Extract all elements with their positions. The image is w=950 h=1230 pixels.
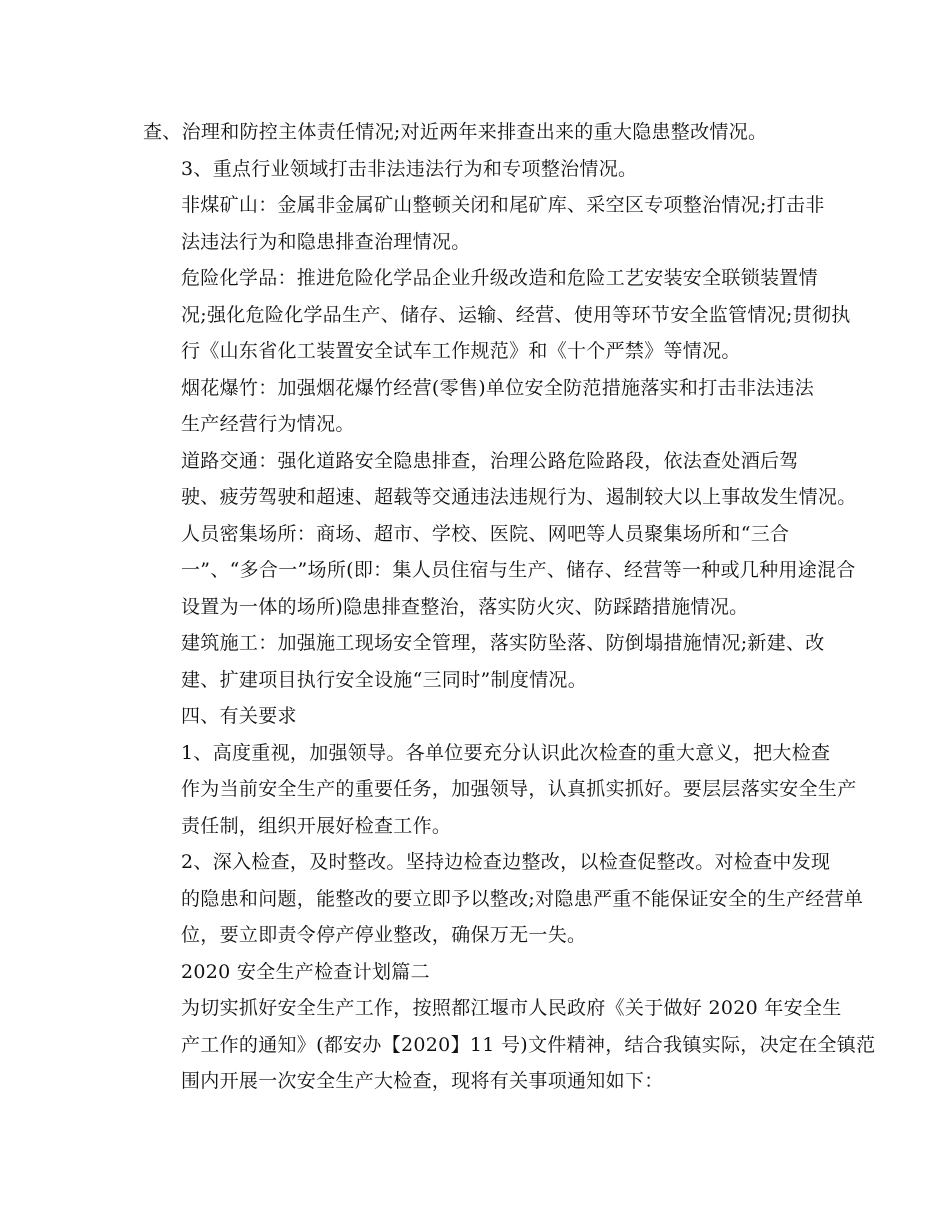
text-line: 法违法行为和隐患排查治理情况。 xyxy=(181,230,471,253)
paragraph-p13 xyxy=(143,990,876,1100)
paragraph-p09 xyxy=(143,698,807,735)
text-line: 四、有关要求 xyxy=(181,705,297,727)
paragraph-p02 xyxy=(143,151,807,188)
text-line: 责任制，组织开展好检查工作。 xyxy=(181,814,452,837)
text-line: 2、深入检查，及时整改。坚持边检查边整改，以检查促整改。对检查中发现 xyxy=(181,851,831,873)
paragraph-p03 xyxy=(143,187,825,260)
text-line: 建筑施工：加强施工现场安全管理，落实防坠落、防倒塌措施情况;新建、改 xyxy=(181,632,825,654)
text-line: 驶、疲劳驾驶和超速、超载等交通违法违规行为、遏制较大以上事故发生情况。 xyxy=(181,486,857,508)
paragraph-p10 xyxy=(143,735,857,845)
text-line: 行《山东省化工装置安全试车工作规范》和《十个严禁》等情况。 xyxy=(181,340,741,362)
text-line: 作为当前安全生产的重要任务，加强领导，认真抓实抓好。要层层落实安全生产 xyxy=(181,778,857,800)
paragraph-p06 xyxy=(143,443,857,516)
text-line: 围内开展一次安全生产大检查，现将有关事项通知如下： xyxy=(181,1070,664,1092)
text-line: 3、重点行业领域打击非法违法行为和专项整治情况。 xyxy=(181,157,638,180)
text-line: 产工作的通知》(都安办【2020】11 号)文件精神，结合我镇实际，决定在全镇范 xyxy=(181,1033,876,1056)
paragraph-p11 xyxy=(143,844,864,954)
text-line: 建、扩建项目执行安全设施“三同时”制度情况。 xyxy=(181,668,588,691)
text-line: 非煤矿山：金属非金属矿山整顿关闭和尾矿库、采空区专项整治情况;打击非 xyxy=(181,194,825,216)
text-line: 生产经营行为情况。 xyxy=(181,413,355,435)
text-line: 位，要立即责令停产停业整改，确保万无一失。 xyxy=(181,924,587,946)
text-line: 危险化学品：推进危险化学品企业升级改造和危险工艺安装安全联锁装置情 xyxy=(181,267,818,289)
text-line: 的隐患和问题，能整改的要立即予以整改;对隐患严重不能保证安全的生产经营单 xyxy=(181,887,864,910)
text-line: 况;强化危险化学品生产、储存、运输、经营、使用等环节安全监管情况;贯彻执 xyxy=(181,303,851,326)
paragraph-p04 xyxy=(143,260,851,370)
text-line: 烟花爆竹：加强烟花爆竹经营(零售)单位安全防范措施落实和打击非法违法 xyxy=(181,376,815,399)
text-line: 1、高度重视，加强领导。各单位要充分认识此次检查的重大意义，把大检查 xyxy=(181,741,831,764)
text-line: 道路交通：强化道路安全隐患排查，治理公路危险路段，依法查处酒后驾 xyxy=(181,449,799,472)
text-line: 为切实抓好安全生产工作，按照都江堰市人民政府《关于做好 2020 年安全生 xyxy=(181,997,842,1019)
text-line: 人员密集场所：商场、超市、学校、医院、网吧等人员聚集场所和“三合 xyxy=(181,522,790,545)
text-line: 2020 安全生产检查计划篇二 xyxy=(181,960,430,983)
text-line: 设置为一体的场所)隐患排查整治，落实防火灾、防踩踏措施情况。 xyxy=(181,595,749,618)
document-body xyxy=(143,114,876,1100)
paragraph-p07 xyxy=(143,516,856,626)
text-line: 查、治理和防控主体责任情况;对近两年来排查出来的重大隐患整改情况。 xyxy=(143,121,768,143)
text-line: 一”、“多合一”场所(即：集人员住宿与生产、储存、经营等一种或几种用途混合 xyxy=(181,559,856,581)
paragraph-p08 xyxy=(143,625,825,698)
paragraph-p12 xyxy=(143,954,807,991)
paragraph-p05 xyxy=(143,370,815,443)
paragraph-p01 xyxy=(143,114,807,151)
